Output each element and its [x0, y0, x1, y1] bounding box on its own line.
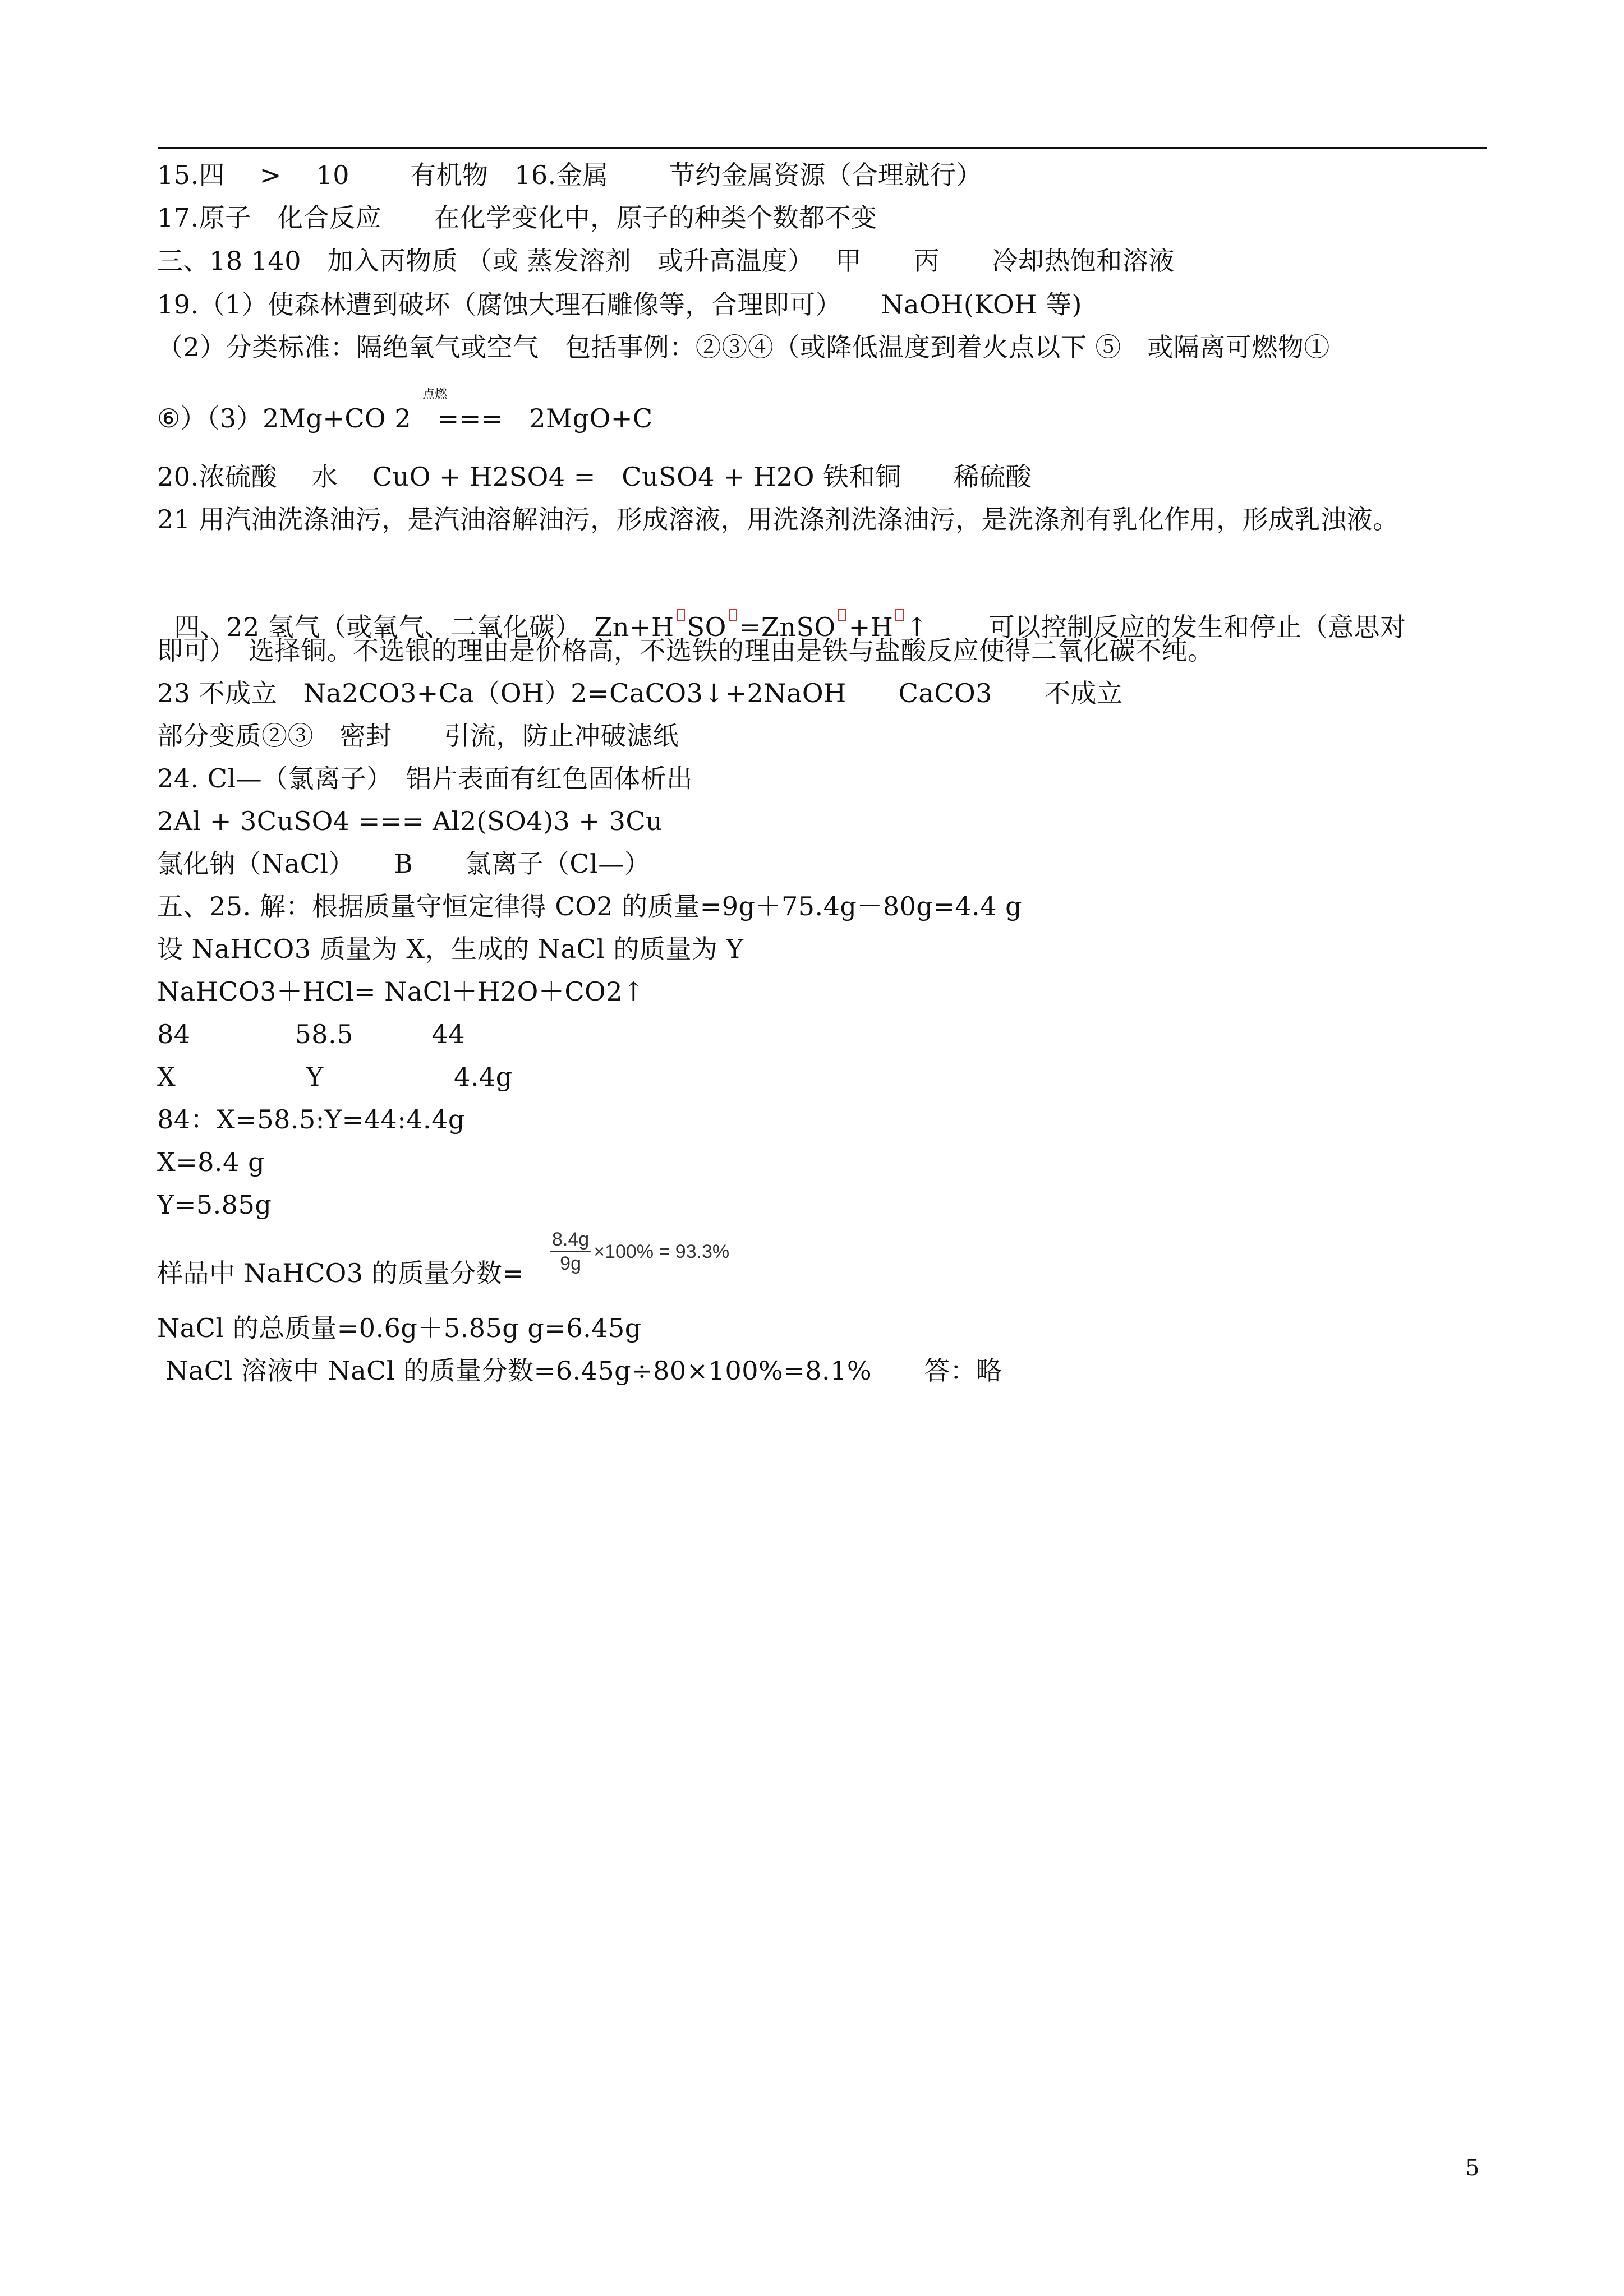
line-22-text-3: =ZnSO [739, 612, 836, 642]
answer-line-25-x: X=8.4 g [157, 1147, 265, 1177]
answer-line-19-part3: ⑥）（3）2Mg+CO 2 === 2MgO+C [157, 403, 653, 434]
answer-line-25-final: NaCl 溶液中 NaCl 的质量分数=6.45g÷80×100%=8.1% 答：略 [157, 1356, 1002, 1386]
reaction-condition-label: 点燃 [422, 388, 448, 402]
answer-line-19-part1: 19.（1）使森林遭到破坏（腐蚀大理石雕像等，合理即可） NaOH(KOH 等) [157, 289, 1082, 320]
subscript-placeholder-box [677, 609, 685, 621]
line-22-text-4: +H [848, 612, 894, 642]
fraction-denominator: 9g [560, 1253, 581, 1274]
answer-line-19-part2: （2）分类标准：隔绝氧气或空气 包括事例：②③④（或降低温度到着火点以下 ⑤ 或隔离可燃物① [157, 332, 1330, 362]
answer-line-21: 21 用汽油洗涤油污，是汽油溶解油污，形成溶液，用洗涤剂洗涤油污，是洗涤剂有乳化作用，形成乳浊液。 [157, 504, 1399, 534]
answer-line-24-part3: 氯化钠（NaCl） B 氯离子（Cl—） [157, 849, 651, 879]
answer-line-22-part1 [157, 578, 1406, 643]
answer-line-23-part1: 23 不成立 Na2CO3+Ca（OH）2=CaCO3↓+2NaOH CaCO3 不成立 [157, 678, 1123, 708]
page-number: 5 [1465, 2155, 1480, 2181]
answer-line-18: 三、18 140 加入丙物质 （或 蒸发溶剂 或升高温度） 甲 丙 冷却热饱和溶液 [157, 246, 1175, 276]
subscript-placeholder-box [838, 609, 846, 621]
answer-line-25-let: 设 NaHCO3 质量为 X，生成的 NaCl 的质量为 Y [157, 934, 744, 964]
answer-line-25-intro: 五、25. 解：根据质量守恒定律得 CO2 的质量=9g＋75.4g－80g=4.4 g [157, 891, 1023, 921]
answer-line-25-y: Y=5.85g [157, 1190, 272, 1220]
mass-fraction-formula [550, 1228, 729, 1275]
line-22-text-5: ↑ 可以控制反应的发生和停止（意思对 [906, 612, 1406, 642]
line-22-text-1: 四、22 氢气（或氧气、二氧化碳） Zn+H [174, 612, 674, 642]
answer-line-25-total-nacl: NaCl 的总质量=0.6g＋5.85g g=6.45g [157, 1313, 642, 1343]
answer-line-17: 17.原子 化合反应 在化学变化中，原子的种类个数都不变 [157, 202, 877, 233]
line-22-text-2: SO [687, 612, 726, 642]
header-rule [158, 147, 1487, 149]
answer-line-25-unknowns: X Y 4.4g [157, 1062, 513, 1092]
fraction [550, 1228, 591, 1275]
answer-line-24-part1: 24. Cl—（氯离子） 铝片表面有红色固体析出 [157, 763, 693, 794]
answer-line-15-16: 15.四 > 10 有机物 16.金属 节约金属资源（合理就行） [157, 160, 982, 190]
answer-line-25-fraction-label: 样品中 NaHCO3 的质量分数= [157, 1258, 525, 1288]
answer-line-23-part2: 部分变质②③ 密封 引流，防止冲破滤纸 [157, 721, 679, 751]
answer-line-25-molar-masses: 84 58.5 44 [157, 1019, 465, 1049]
fraction-numerator: 8.4g [550, 1228, 591, 1252]
fraction-result: ×100% = 93.3% [594, 1241, 730, 1262]
answer-line-25-equation: NaHCO3＋HCl= NaCl＋H2O＋CO2↑ [157, 976, 645, 1007]
answer-line-24-part2: 2Al + 3CuSO4 === Al2(SO4)3 + 3Cu [157, 806, 663, 836]
answer-line-25-proportion: 84：X=58.5:Y=44:4.4g [157, 1104, 465, 1135]
answer-line-20: 20.浓硫酸 水 CuO + H2SO4 = CuSO4 + H2O 铁和铜 稀硫酸 [157, 462, 1032, 492]
subscript-placeholder-box [895, 609, 904, 621]
subscript-placeholder-box [729, 609, 737, 621]
answer-line-22-part2: 即可） 选择铜。不选银的理由是价格高，不选铁的理由是铁与盐酸反应使得二氧化碳不纯。 [157, 635, 1214, 666]
